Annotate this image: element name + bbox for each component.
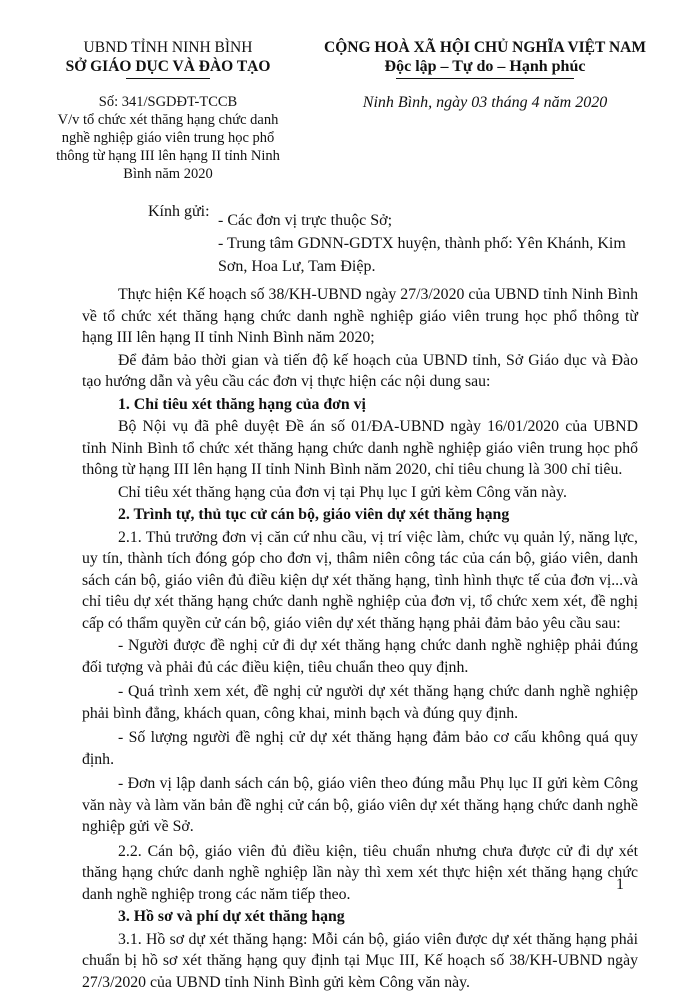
- body-paragraph: Thực hiện Kế hoạch số 38/KH-UBND ngày 27/3/2020 của UBND tỉnh Ninh Bình về tổ chức xét thăng hạng chức danh nghề nghiệp giáo viên trung học phổ thông từ hạng III lên hạng II tỉnh Ninh Bình năm 2020;: [82, 286, 638, 346]
- body-paragraph: Chỉ tiêu xét thăng hạng của đơn vị tại Phụ lục I gửi kèm Công văn này.: [118, 483, 567, 501]
- section-heading: 2. Trình tự, thủ tục cử cán bộ, giáo viên dự xét thăng hạng: [118, 506, 510, 523]
- body-paragraph: 2.1. Thủ trưởng đơn vị căn cứ nhu cầu, vị trí việc làm, chức vụ quản lý, năng lực, uy tín, thành tích đóng góp cho đơn vị, thâm niên công tác của cán bộ, giáo viên, danh sách cán bộ, giáo viên đủ điều kiện dự xét thăng hạng, tình hình thực tế của đơn vị...và chỉ tiêu dự xét thăng hạng chức danh nghề nghiệp của đơn vị, tổ chức xem xét, đề nghị cấp có thẩm quyền cử cán bộ, giáo viên dự xét thăng hạng phải đảm bảo yêu cầu sau:: [82, 528, 638, 632]
- body-paragraph: 2.2. Cán bộ, giáo viên đủ điều kiện, tiêu chuẩn nhưng chưa được cử đi dự xét thăng hạng chức danh nghề nghiệp lần này thì xem xét thực hiện xét thăng hạng chức danh nghề nghiệp trong các năm tiếp theo.: [82, 842, 638, 903]
- recipient-item: - Các đơn vị trực thuộc Sở;: [218, 212, 393, 229]
- page-number: 1: [616, 876, 624, 893]
- bullet-paragraph: - Quá trình xem xét, đề nghị cử người dự xét thăng hạng chức danh nghề nghiệp phải bình đẳng, khách quan, công khai, minh bạch và đúng quy định.: [82, 683, 638, 722]
- department-name: SỞ GIÁO DỤC VÀ ĐÀO TẠO: [65, 58, 271, 75]
- issuer-underline: [126, 78, 210, 79]
- national-motto: Độc lập – Tự do – Hạnh phúc: [384, 58, 586, 75]
- bullet-paragraph: - Đơn vị lập danh sách cán bộ, giáo viên theo đúng mẫu Phụ lục II gửi kèm Công văn này và làm văn bản đề nghị cử cán bộ, giáo viên dự xét thăng hạng chức danh nghề nghiệp gửi về Sở.: [82, 775, 638, 835]
- body-paragraph: Bộ Nội vụ đã phê duyệt Đề án số 01/ĐA-UBND ngày 16/01/2020 của UBND tỉnh Ninh Bình tổ chức xét thăng hạng chức danh nghề nghiệp giáo viên trung học phổ thông từ hạng III lên hạng II tỉnh Ninh Bình năm 2020, chỉ tiêu chung là 300 chỉ tiêu.: [82, 418, 638, 478]
- issuer-block: [48, 38, 288, 183]
- body-paragraph: 3.1. Hồ sơ dự xét thăng hạng: Mỗi cán bộ, giáo viên được dự xét thăng hạng phải chuẩn bị hồ sơ xét thăng hạng quy định tại Mục III, Kế hoạch số 38/KH-UBND ngày 27/3/2020 của UBND tỉnh Ninh Bình gửi kèm Công văn này.: [82, 930, 638, 991]
- recipient-item: - Trung tâm GDNN-GDTX huyện, thành phố: Yên Khánh, Kim Sơn, Hoa Lư, Tam Điệp.: [218, 235, 626, 275]
- recipient-greeting: Kính gửi:: [148, 203, 210, 220]
- motto-underline: [396, 78, 574, 79]
- bullet-paragraph: - Người được đề nghị cử đi dự xét thăng hạng chức danh nghề nghiệp phải đúng đối tượng và phải đủ các điều kiện, tiêu chuẩn theo quy định.: [82, 637, 638, 676]
- body-paragraph: Để đảm bảo thời gian và tiến độ kế hoạch của UBND tỉnh, Sở Giáo dục và Đào tạo hướng dẫn và yêu cầu các đơn vị thực hiện các nội dung sau:: [82, 351, 638, 390]
- section-heading: 1. Chỉ tiêu xét thăng hạng của đơn vị: [118, 395, 366, 413]
- document-date: Ninh Bình, ngày 03 tháng 4 năm 2020: [362, 94, 608, 111]
- document-body: [82, 284, 638, 994]
- recipient-list: [218, 209, 638, 278]
- national-header: [300, 38, 670, 112]
- section-heading: 3. Hồ sơ và phí dự xét thăng hạng: [118, 908, 345, 925]
- agency-name: UBND TỈNH NINH BÌNH: [83, 39, 253, 56]
- bullet-paragraph: - Số lượng người đề nghị cử dự xét thăng hạng đảm bảo cơ cấu không quá quy định.: [82, 729, 638, 768]
- document-subject: V/v tổ chức xét thăng hạng chức danh nghề nghiệp giáo viên trung học phổ thông từ hạng III lên hạng II tỉnh Ninh Bình năm 2020: [56, 112, 280, 182]
- nation-title: CỘNG HOÀ XÃ HỘI CHỦ NGHĨA VIỆT NAM: [324, 39, 646, 56]
- document-number: Số: 341/SGDĐT-TCCB: [98, 94, 238, 110]
